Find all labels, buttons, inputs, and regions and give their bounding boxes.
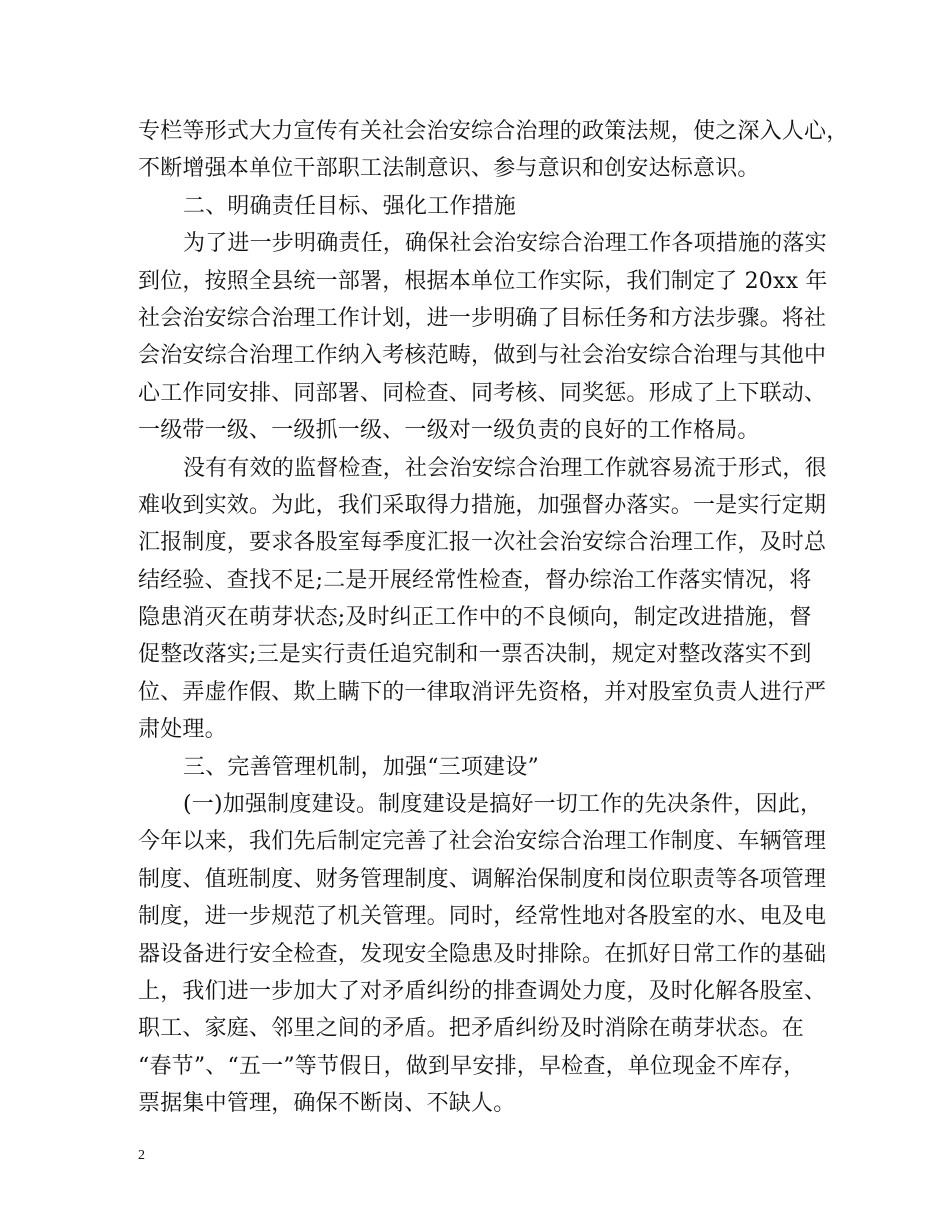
text-line: 隐患消灭在萌芽状态;及时纠正工作中的不良倾向，制定改进措施，督 — [138, 605, 812, 631]
text-line: 为了进一步明确责任，确保社会治安综合治理工作各项措施的落实 — [183, 231, 827, 257]
section-heading: 二、明确责任目标、强化工作措施 — [183, 193, 517, 219]
text-line: 难收到实效。为此，我们采取得力措施，加强督办落实。一是实行定期 — [138, 492, 827, 518]
text-line: 上，我们进一步加大了对矛盾纠纷的排查调处力度，及时化解各股室、 — [138, 978, 827, 1004]
text-line: 心工作同安排、同部署、同检查、同考核、同奖惩。形成了上下联动、 — [138, 380, 827, 406]
text-line: 票据集中管理，确保不断岗、不缺人。 — [138, 1091, 516, 1117]
text-line: 促整改落实;三是实行责任追究制和一票否决制，规定对整改落实不到 — [138, 642, 812, 668]
text-line: 社会治安综合治理工作计划，进一步明确了目标任务和方法步骤。将社 — [138, 305, 827, 331]
text-line: 会治安综合治理工作纳入考核范畴，做到与社会治安综合治理与其他中 — [138, 343, 827, 369]
text-line: 今年以来，我们先后制定完善了社会治安综合治理工作制度、车辆管理 — [138, 829, 827, 855]
text-line: 职工、家庭、邻里之间的矛盾。把矛盾纠纷及时消除在萌芽状态。在 — [138, 1016, 805, 1042]
text-line: “春节”、“五一”等节假日，做到早安排，早检查，单位现金不库存， — [138, 1053, 806, 1079]
text-line: 制度、值班制度、财务管理制度、调解治保制度和岗位职责等各项管理 — [138, 866, 827, 892]
text-line: 不断增强本单位干部职工法制意识、参与意识和创安达标意识。 — [138, 156, 760, 182]
text-line: 到位，按照全县统一部署，根据本单位工作实际，我们制定了 20xx 年 — [138, 268, 828, 294]
text-line: 器设备进行安全检查，发现安全隐患及时排除。在抓好日常工作的基础 — [138, 941, 827, 967]
text-line: 专栏等形式大力宣传有关社会治安综合治理的政策法规，使之深入人心， — [138, 119, 849, 144]
text-line: 制度，进一步规范了机关管理。同时，经常性地对各股室的水、电及电 — [138, 904, 827, 930]
text-line: 肃处理。 — [138, 717, 227, 743]
section-heading: 三、完善管理机制，加强“三项建设” — [183, 754, 539, 780]
page-number: 2 — [138, 1148, 145, 1163]
document-body — [138, 113, 849, 1123]
text-line: (一)加强制度建设。制度建设是搞好一切工作的先决条件，因此， — [183, 792, 823, 818]
text-line: 一级带一级、一级抓一级、一级对一级负责的良好的工作格局。 — [138, 418, 760, 444]
text-line: 结经验、查找不足;二是开展经常性检查，督办综治工作落实情况，将 — [138, 567, 812, 593]
text-line: 没有有效的监督检查，社会治安综合治理工作就容易流于形式，很 — [183, 455, 827, 481]
text-line: 汇报制度，要求各股室每季度汇报一次社会治安综合治理工作，及时总 — [138, 530, 827, 556]
text-line: 位、弄虚作假、欺上瞒下的一律取消评先资格，并对股室负责人进行严 — [138, 679, 827, 705]
